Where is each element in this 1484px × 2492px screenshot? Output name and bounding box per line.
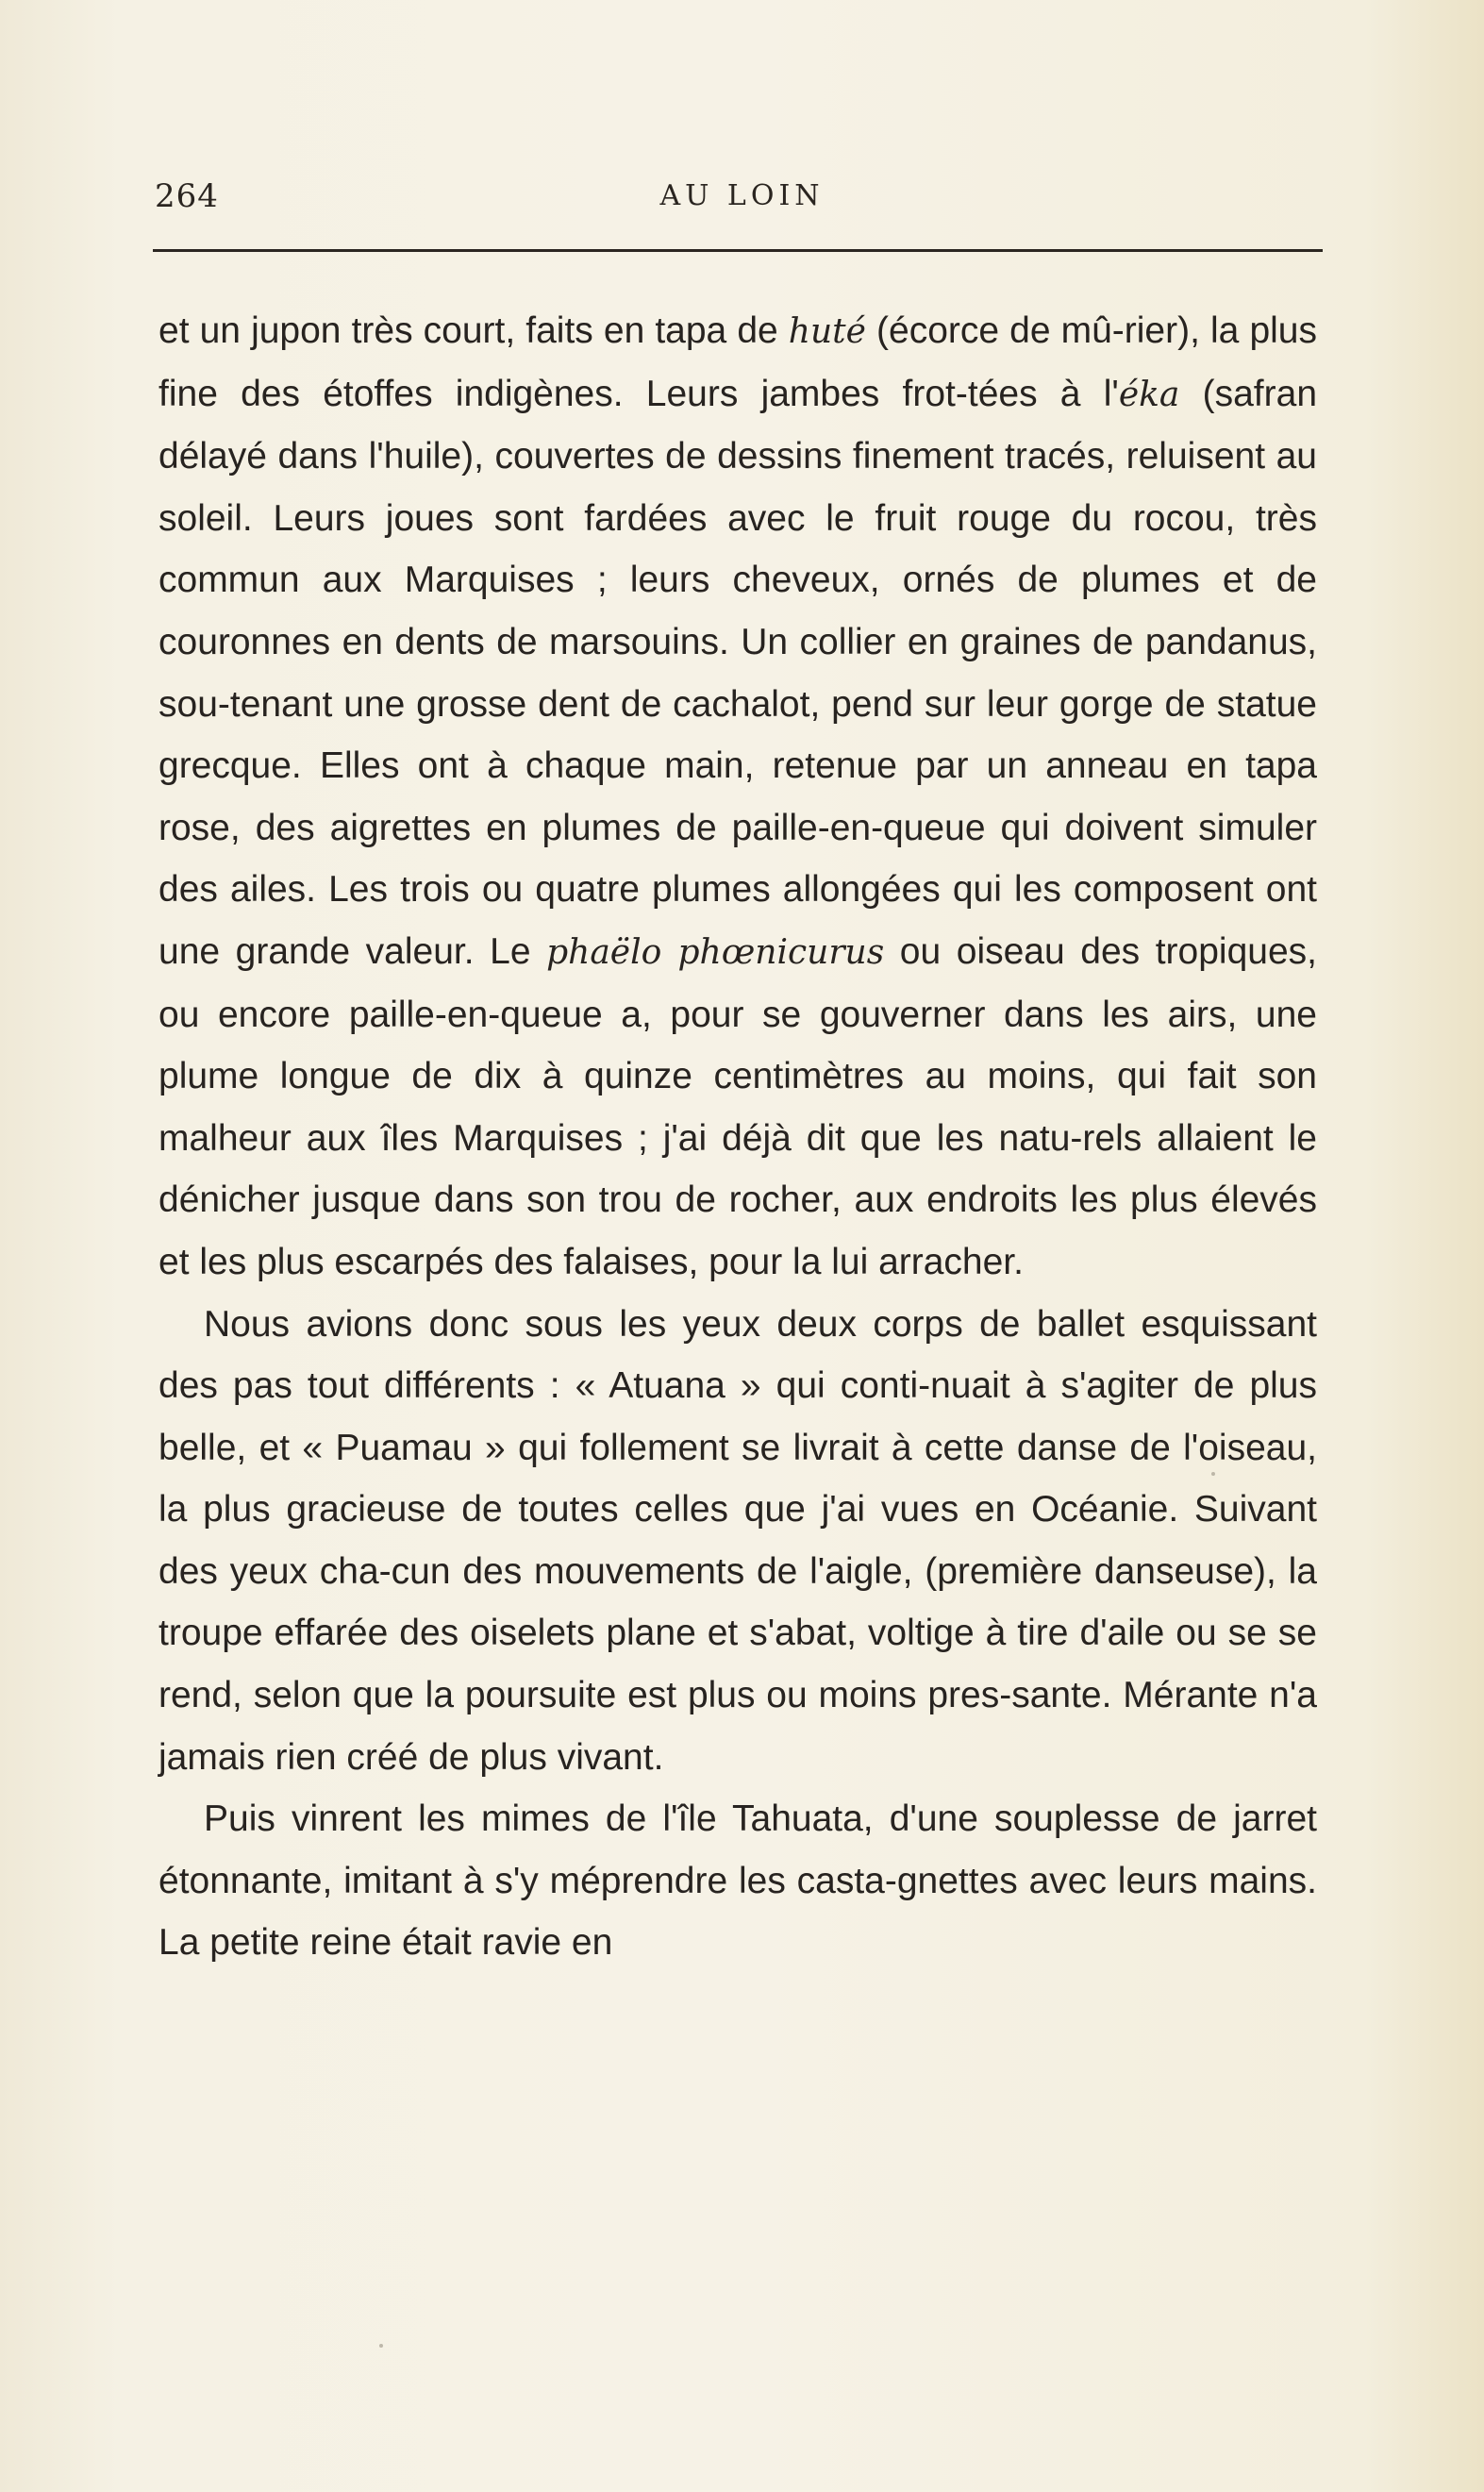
header-rule [153, 249, 1323, 252]
italic-term: huté [788, 312, 866, 351]
paper-speck [1211, 1472, 1215, 1476]
paragraph [158, 1788, 1317, 1974]
text-run: (safran délayé dans l'huile), couvertes de dessins finement tracés, reluisent au soleil. Leurs joues sont fardées avec le fruit rouge du rocou, très commun aux Marquises ; leurs cheveux, ornés de plumes et de couronnes en dents de marsouins. Un collier en graines de pandanus, sou-tenant une grosse dent de cachalot, pend sur leur gorge de statue grecque. Elles ont à chaque main, retenue par un anneau en tapa rose, des aigrettes en plumes de paille-en-queue qui doivent simuler des ailes. Les trois ou quatre plumes allongées qui les composent ont une grande valeur. Le [158, 373, 1318, 972]
body-text [158, 300, 1317, 1974]
page-number: 264 [155, 177, 219, 215]
paragraph [158, 300, 1317, 1294]
paragraph [158, 1294, 1317, 1789]
paper-speck [379, 2344, 383, 2348]
italic-term: phaëlo phœnicurus [546, 932, 885, 972]
text-run: (écorce de mû-rier), la plus fine des étoffes indigènes. Leurs jambes frot-tées à l' [158, 310, 1317, 414]
italic-term: éka [1118, 375, 1180, 414]
text-run: Nous avions donc sous les yeux deux corps de ballet esquissant des pas tout différents : « Atuana » qui conti-nuait à s'agiter de plus belle, et « Puamau » qui follement se livrait à cette danse de l'oiseau, la plus gracieuse de toutes celles que j'ai vues en Océanie. Suivant des yeux cha-cun des mouvements de l'aigle, (première danseuse), la troupe effarée des oiselets plane et s'abat, voltige à tire d'aile ou se se rend, selon que la poursuite est plus ou moins pres-sante. Mérante n'a jamais rien créé de plus vivant. [158, 1303, 1317, 1778]
text-run: Puis vinrent les mimes de l'île Tahuata, d'une souplesse de jarret étonnante, imitant à s'y méprendre les casta-gnettes avec leurs mains. La petite reine était ravie en [158, 1798, 1317, 1964]
running-title: AU LOIN [659, 179, 825, 212]
text-run: ou oiseau des tropiques, ou encore paille-en-queue a, pour se gouverner dans les airs, une plume longue de dix à quinze centimètres au moins, qui fait son malheur aux îles Marquises ; j'ai déjà dit que les natu-rels allaient le dénicher jusque dans son trou de rocher, aux endroits les plus élevés et les plus escarpés des falaises, pour la lui arracher. [158, 930, 1317, 1282]
text-run: et un jupon très court, faits en tapa de [158, 310, 789, 351]
